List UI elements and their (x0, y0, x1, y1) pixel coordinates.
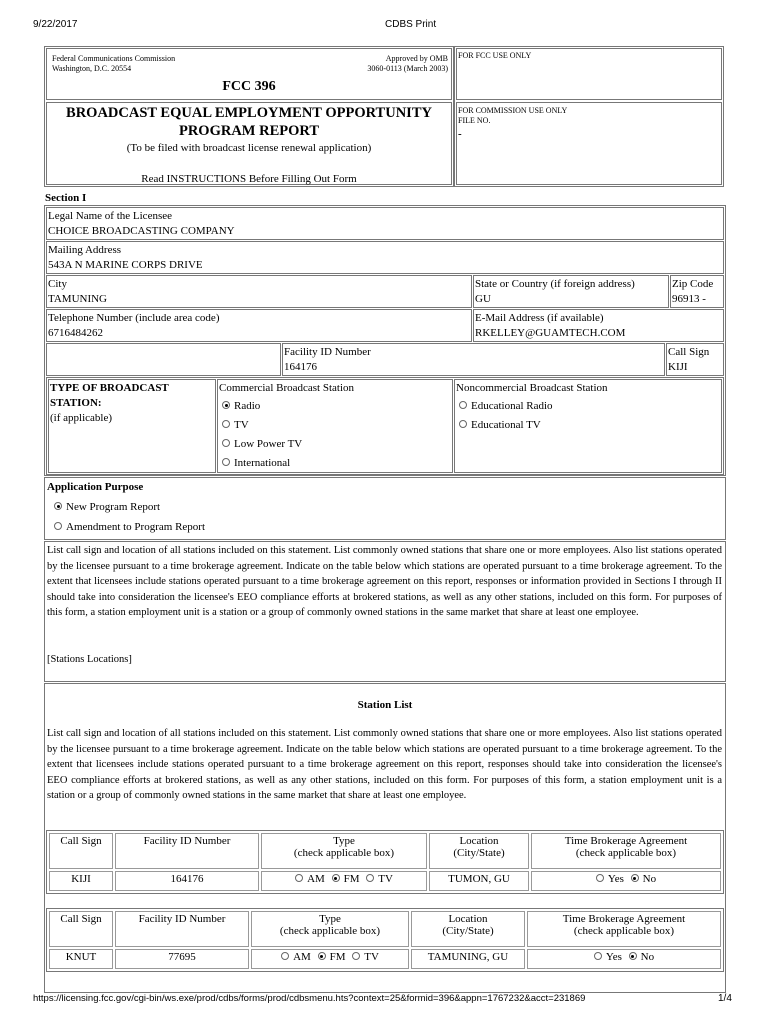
radio-option[interactable]: Radio (222, 399, 260, 413)
facility-value: 164176 (284, 361, 317, 373)
col-type: Type (check applicable box) (261, 833, 427, 869)
radio-selected-icon[interactable] (629, 952, 637, 960)
station-table-2 (46, 908, 724, 972)
radio-icon[interactable] (281, 952, 289, 960)
legal-name-label: Legal Name of the Licensee (48, 210, 172, 222)
station-type-label-2: STATION: (50, 397, 102, 409)
city-value: TAMUNING (48, 293, 108, 305)
state-label: State or Country (if foreign address) (475, 278, 635, 290)
omb-line2: 3060-0113 (March 2003) (367, 64, 448, 73)
section-heading: Section I (45, 192, 87, 204)
row2-location: TAMUNING, GU (411, 949, 525, 969)
col-location: Location (City/State) (429, 833, 529, 869)
phone-value: 6716484262 (48, 327, 103, 339)
email-value: RKELLEY@GUAMTECH.COM (475, 327, 626, 339)
radio-icon[interactable] (594, 952, 602, 960)
form-subtitle: (To be filed with broadcast license renewal application) (126, 142, 372, 154)
radio-selected-icon[interactable] (318, 952, 326, 960)
ed-tv-option[interactable]: Educational TV (459, 418, 541, 432)
radio-icon[interactable] (366, 874, 374, 882)
zip-value: 96913 - (672, 293, 706, 305)
agency-line2: Washington, D.C. 20554 (52, 64, 132, 73)
callsign-label: Call Sign (668, 346, 710, 358)
form-number: FCC 396 (222, 79, 276, 94)
station-type-label-1: TYPE OF BROADCAST (50, 382, 169, 394)
email-label: E-Mail Address (if available) (475, 312, 604, 324)
col-callsign: Call Sign (49, 911, 113, 947)
form-title-line2: PROGRAM REPORT (178, 123, 320, 139)
row2-callsign: KNUT (49, 949, 113, 969)
radio-icon[interactable] (222, 439, 230, 447)
form-instructions: Read INSTRUCTIONS Before Filling Out Form (141, 173, 357, 185)
row2-type[interactable]: AM FM TV (251, 949, 409, 969)
mailing-value: 543A N MARINE CORPS DRIVE (48, 259, 203, 271)
station-list-instructions: List call sign and location of all stations included on this statement. List commonly owned stations that share one or more employees. Also list stations operated by the licensee pursuant to a time brokerage agreement. Indicate on the table below which stations are operated pursuant to a time brokerage agreement. To the extent that licensees include stations operated pursuant to a time brokerage agreement on this report, responses should take into consideration the licensee's EEO compliance efforts at brokered stations, as well as any other stations, included on this form. For purposes of this form, a station employment unit is a station or a group of commonly owned stations in the same market that share at least one employee. (47, 728, 722, 802)
radio-icon[interactable] (54, 522, 62, 530)
station-type-label-3: (if applicable) (50, 412, 112, 424)
blank-field (46, 343, 281, 376)
city-label: City (48, 278, 67, 290)
city-field (46, 275, 472, 308)
radio-icon[interactable] (222, 420, 230, 428)
radio-icon[interactable] (459, 420, 467, 428)
print-page: 1/4 (718, 993, 732, 1004)
new-report-option[interactable]: New Program Report (54, 500, 160, 514)
file-no-value: - (458, 128, 462, 140)
col-facility: Facility ID Number (115, 911, 249, 947)
radio-selected-icon[interactable] (631, 874, 639, 882)
radio-icon[interactable] (596, 874, 604, 882)
row2-facility: 77695 (115, 949, 249, 969)
lptv-option[interactable]: Low Power TV (222, 437, 302, 451)
zip-label: Zip Code (672, 278, 714, 290)
col-facility: Facility ID Number (115, 833, 259, 869)
print-date: 9/22/2017 (33, 19, 78, 30)
radio-icon[interactable] (352, 952, 360, 960)
row1-facility: 164176 (115, 871, 259, 891)
amendment-option[interactable]: Amendment to Program Report (54, 520, 205, 534)
callsign-value: KIJI (668, 361, 688, 373)
facility-label: Facility ID Number (284, 346, 371, 358)
col-location: Location (City/State) (411, 911, 525, 947)
radio-icon[interactable] (222, 458, 230, 466)
legal-name-value: CHOICE BROADCASTING COMPANY (48, 225, 235, 237)
col-tba: Time Brokerage Agreement (check applicable box) (531, 833, 721, 869)
row1-callsign: KIJI (49, 871, 113, 891)
list-instructions: List call sign and location of all stations included on this statement. List commonly owned stations that share one or more employees. Also list stations operated by the licensee pursuant to a time brokerage agreement. Indicate on the table below which stations are operated pursuant to a time brokerage agreement. To the extent that licensees include stations operated pursuant to a time brokerage agreement on this report, responses or information provided in Sections I through II should take into consideration the licensee's EEO compliance efforts at brokered stations, as well as any other stations, included on this form. For purposes of this form, a station employment unit is a station or a group of commonly owned stations in the same market that share at least one employee. (47, 545, 722, 619)
print-url: https://licensing.fcc.gov/cgi-bin/ws.exe/prod/cdbs/forms/prod/cdbsmenu.hts?context=25&formid=396&appn=1767232&acct=231869 (33, 993, 586, 1004)
tv-option[interactable]: TV (222, 418, 249, 432)
radio-icon[interactable] (459, 401, 467, 409)
application-purpose-heading: Application Purpose (47, 481, 144, 493)
col-tba: Time Brokerage Agreement (check applicable box) (527, 911, 721, 947)
radio-selected-icon[interactable] (54, 502, 62, 510)
row2-tba[interactable]: Yes No (527, 949, 721, 969)
radio-icon[interactable] (295, 874, 303, 882)
station-table-1 (46, 830, 724, 894)
print-title: CDBS Print (385, 19, 437, 30)
row1-location: TUMON, GU (429, 871, 529, 891)
file-no-label: FILE NO. (458, 116, 491, 125)
phone-label: Telephone Number (include area code) (48, 312, 220, 324)
fcc-use-only: FOR FCC USE ONLY (458, 51, 532, 60)
col-type: Type (check applicable box) (251, 911, 409, 947)
radio-selected-icon[interactable] (222, 401, 230, 409)
international-option[interactable]: International (222, 456, 290, 470)
commercial-heading: Commercial Broadcast Station (219, 382, 355, 394)
radio-selected-icon[interactable] (332, 874, 340, 882)
state-value: GU (475, 293, 491, 305)
omb-line1: Approved by OMB (385, 54, 448, 63)
mailing-label: Mailing Address (48, 244, 122, 256)
form-title-line1: BROADCAST EQUAL EMPLOYMENT OPPORTUNITY (66, 105, 432, 121)
noncommercial-heading: Noncommercial Broadcast Station (456, 382, 608, 394)
ed-radio-option[interactable]: Educational Radio (459, 399, 553, 413)
agency-line1: Federal Communications Commission (52, 54, 176, 63)
stations-locations: [Stations Locations] (47, 654, 132, 665)
row1-type[interactable]: AM FM TV (261, 871, 427, 891)
commission-use-only: FOR COMMISSION USE ONLY (458, 106, 568, 115)
row1-tba[interactable]: Yes No (531, 871, 721, 891)
station-list-heading: Station List (357, 699, 413, 711)
col-callsign: Call Sign (49, 833, 113, 869)
